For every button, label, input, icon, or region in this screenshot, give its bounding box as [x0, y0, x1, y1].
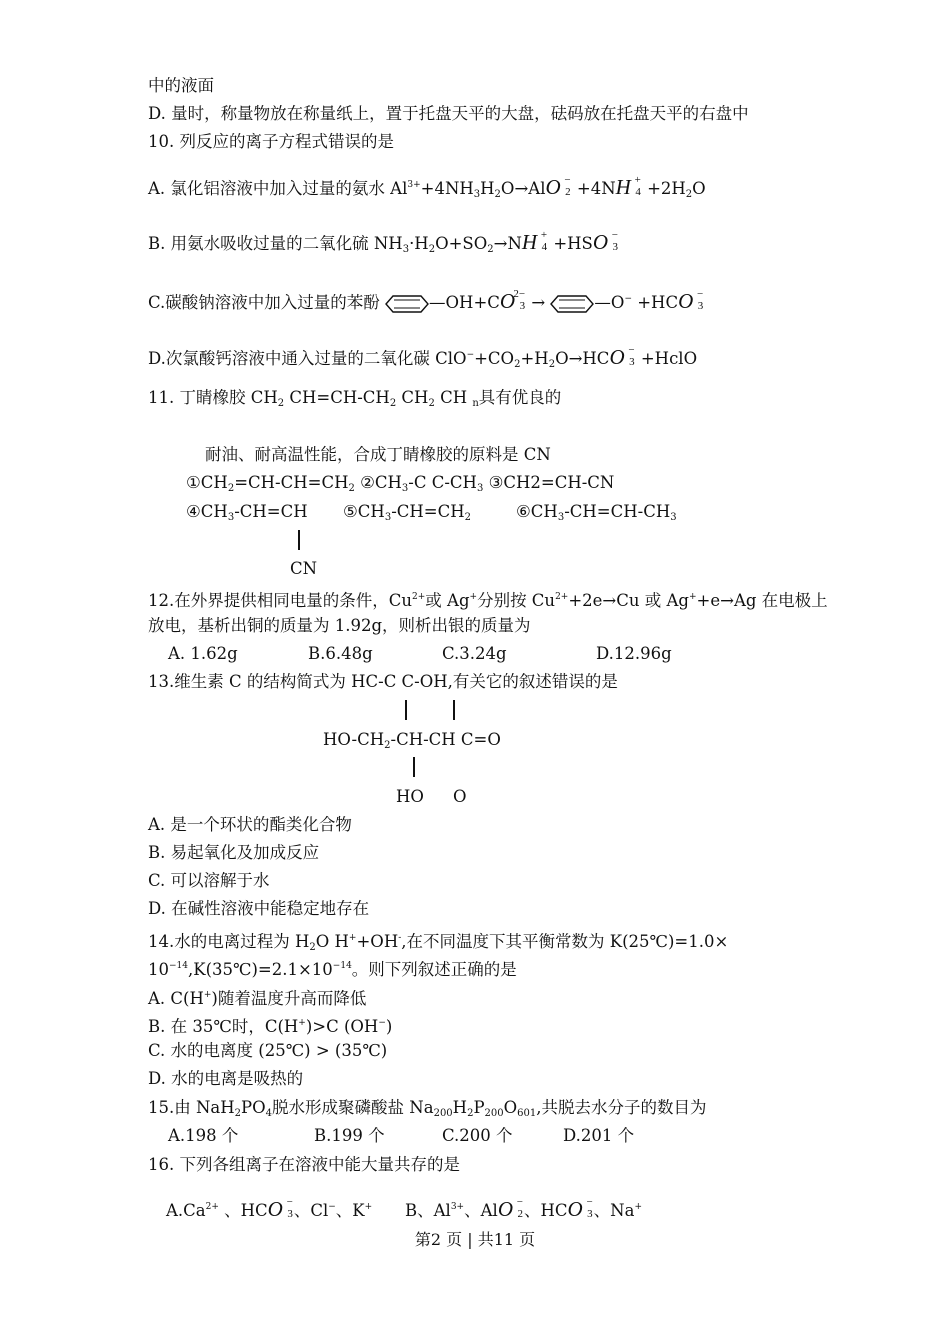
option-12c: C.3.24g — [442, 644, 507, 663]
option-10b: B. 用氨水吸收过量的二氧化硫 $NH_3\cdot H_2O+SO_2\to NH$ + 4 +HSO − 3 — [148, 229, 619, 255]
structure-line: $HO-CH_2-CH-CH$ C=O — [323, 730, 501, 751]
question-10: 10. 列反应的离子方程式错误的是 — [148, 132, 394, 151]
bond-line — [453, 700, 455, 720]
question-11: 11. 丁睛橡胶 $CH_2$ $CH=CH-CH_2$ $CH_2$ CH $_n$具有优良的 — [148, 388, 562, 409]
bond-line — [413, 757, 415, 777]
option-14a: A. C(H+)随着温度升高而降低 — [148, 989, 367, 1008]
text-line: CN — [290, 559, 318, 578]
option-15c: C.200 个 — [442, 1126, 513, 1145]
option-11-5: $⑤CH_3-CH=CH_2$ — [343, 502, 471, 523]
text-line: D. 量时，称量物放在称量纸上，置于托盘天平的大盘，砝码放在托盘天平的右盘中 — [148, 104, 749, 123]
question-14: 14.水的电离过程为 $H_2O$ H++OH-,在不同温度下其平衡常数为 K(25℃)=1.0× — [148, 932, 729, 953]
option-13a: A. 是一个环状的酯类化合物 — [148, 815, 352, 834]
benzene-ring-icon — [385, 294, 429, 314]
benzene-ring-icon — [550, 294, 594, 314]
structure-line: O — [453, 787, 467, 806]
question-16: 16. 下列各组离子在溶液中能大量共存的是 — [148, 1155, 460, 1174]
option-16a: $A.Ca^{2+}$ 、HCO − 3 、Cl−、K+ — [166, 1196, 373, 1221]
option-10a: A. 氯化铝溶液中加入过量的氨水 $Al^{3+}+4NH_3H_2O\to AlO$ − 2 +4NH + 4 $+2H_2O$ — [148, 174, 706, 200]
bond-line — [405, 700, 407, 720]
options-11-row1: $①CH_2=CH-CH=CH_2$ $②CH_3-C$ $C-CH_3$ ③CH2=CH-CN — [186, 473, 615, 494]
question-13: 13.维生素 C 的结构简式为 HC-C C-OH,有关它的叙述错误的是 — [148, 672, 618, 691]
structure-line: HO — [396, 787, 424, 806]
question-15: 15.由 $NaH_2PO_4$脱水形成聚磷酸盐 $Na_{200}H_2P_{200}O_{601}$,共脱去水分子的数目为 — [148, 1098, 707, 1119]
page-footer: 第2 页 | 共11 页 — [414, 1230, 536, 1249]
option-16b: B、$Al^{3+}$、AlO − 2 、HCO − 3 、Na+ — [405, 1196, 642, 1221]
option-12b: B.6.48g — [308, 644, 373, 663]
text-line: 放电，基析出铜的质量为 1.92g，则析出银的质量为 — [148, 616, 531, 635]
option-10c: C.碳酸钠溶液中加入过量的苯酚 —OH+CO 2− 3 → —O− +HCO − 3 — [148, 288, 704, 313]
bond-line — [298, 530, 300, 550]
option-13d: D. 在碱性溶液中能稳定地存在 — [148, 899, 370, 918]
option-15b: B.199 个 — [314, 1126, 385, 1145]
option-14b: B. 在 35℃时，C(H+)>C (OH−) — [148, 1017, 393, 1036]
option-11-6: $⑥CH_3-CH=CH-CH_3$ — [516, 502, 677, 523]
option-13c: C. 可以溶解于水 — [148, 871, 270, 890]
option-10d: D.次氯酸钙溶液中通入过量的二氧化碳 $ClO^-+CO_2+H_2O\to HCO$ − 3 +HclO — [148, 344, 698, 370]
option-15a: A.198 个 — [168, 1126, 239, 1145]
text-line: 耐油、耐高温性能，合成丁睛橡胶的原料是 CN — [205, 445, 551, 464]
text-line: $10^{-14},K(35℃)=2.1\times 10^{-14}$。则下列叙述正确的是 — [148, 960, 517, 979]
option-14d: D. 水的电离是吸热的 — [148, 1069, 304, 1088]
option-13b: B. 易起氧化及加成反应 — [148, 843, 320, 862]
option-14c: C. 水的电离度 (25℃) > (35℃) — [148, 1041, 388, 1060]
option-12a: A. 1.62g — [168, 644, 238, 663]
option-12d: D.12.96g — [596, 644, 672, 663]
options-11-row2: $④CH_3-CH=CH$ — [186, 502, 308, 523]
question-12: 12.在外界提供相同电量的条件，$Cu^{2+}$或 Ag+分别按 $Cu^{2+}+2e\to Cu$ 或 Ag++e→Ag 在电极上 — [148, 591, 828, 610]
option-15d: D.201 个 — [563, 1126, 635, 1145]
text-line: 中的液面 — [148, 76, 214, 95]
